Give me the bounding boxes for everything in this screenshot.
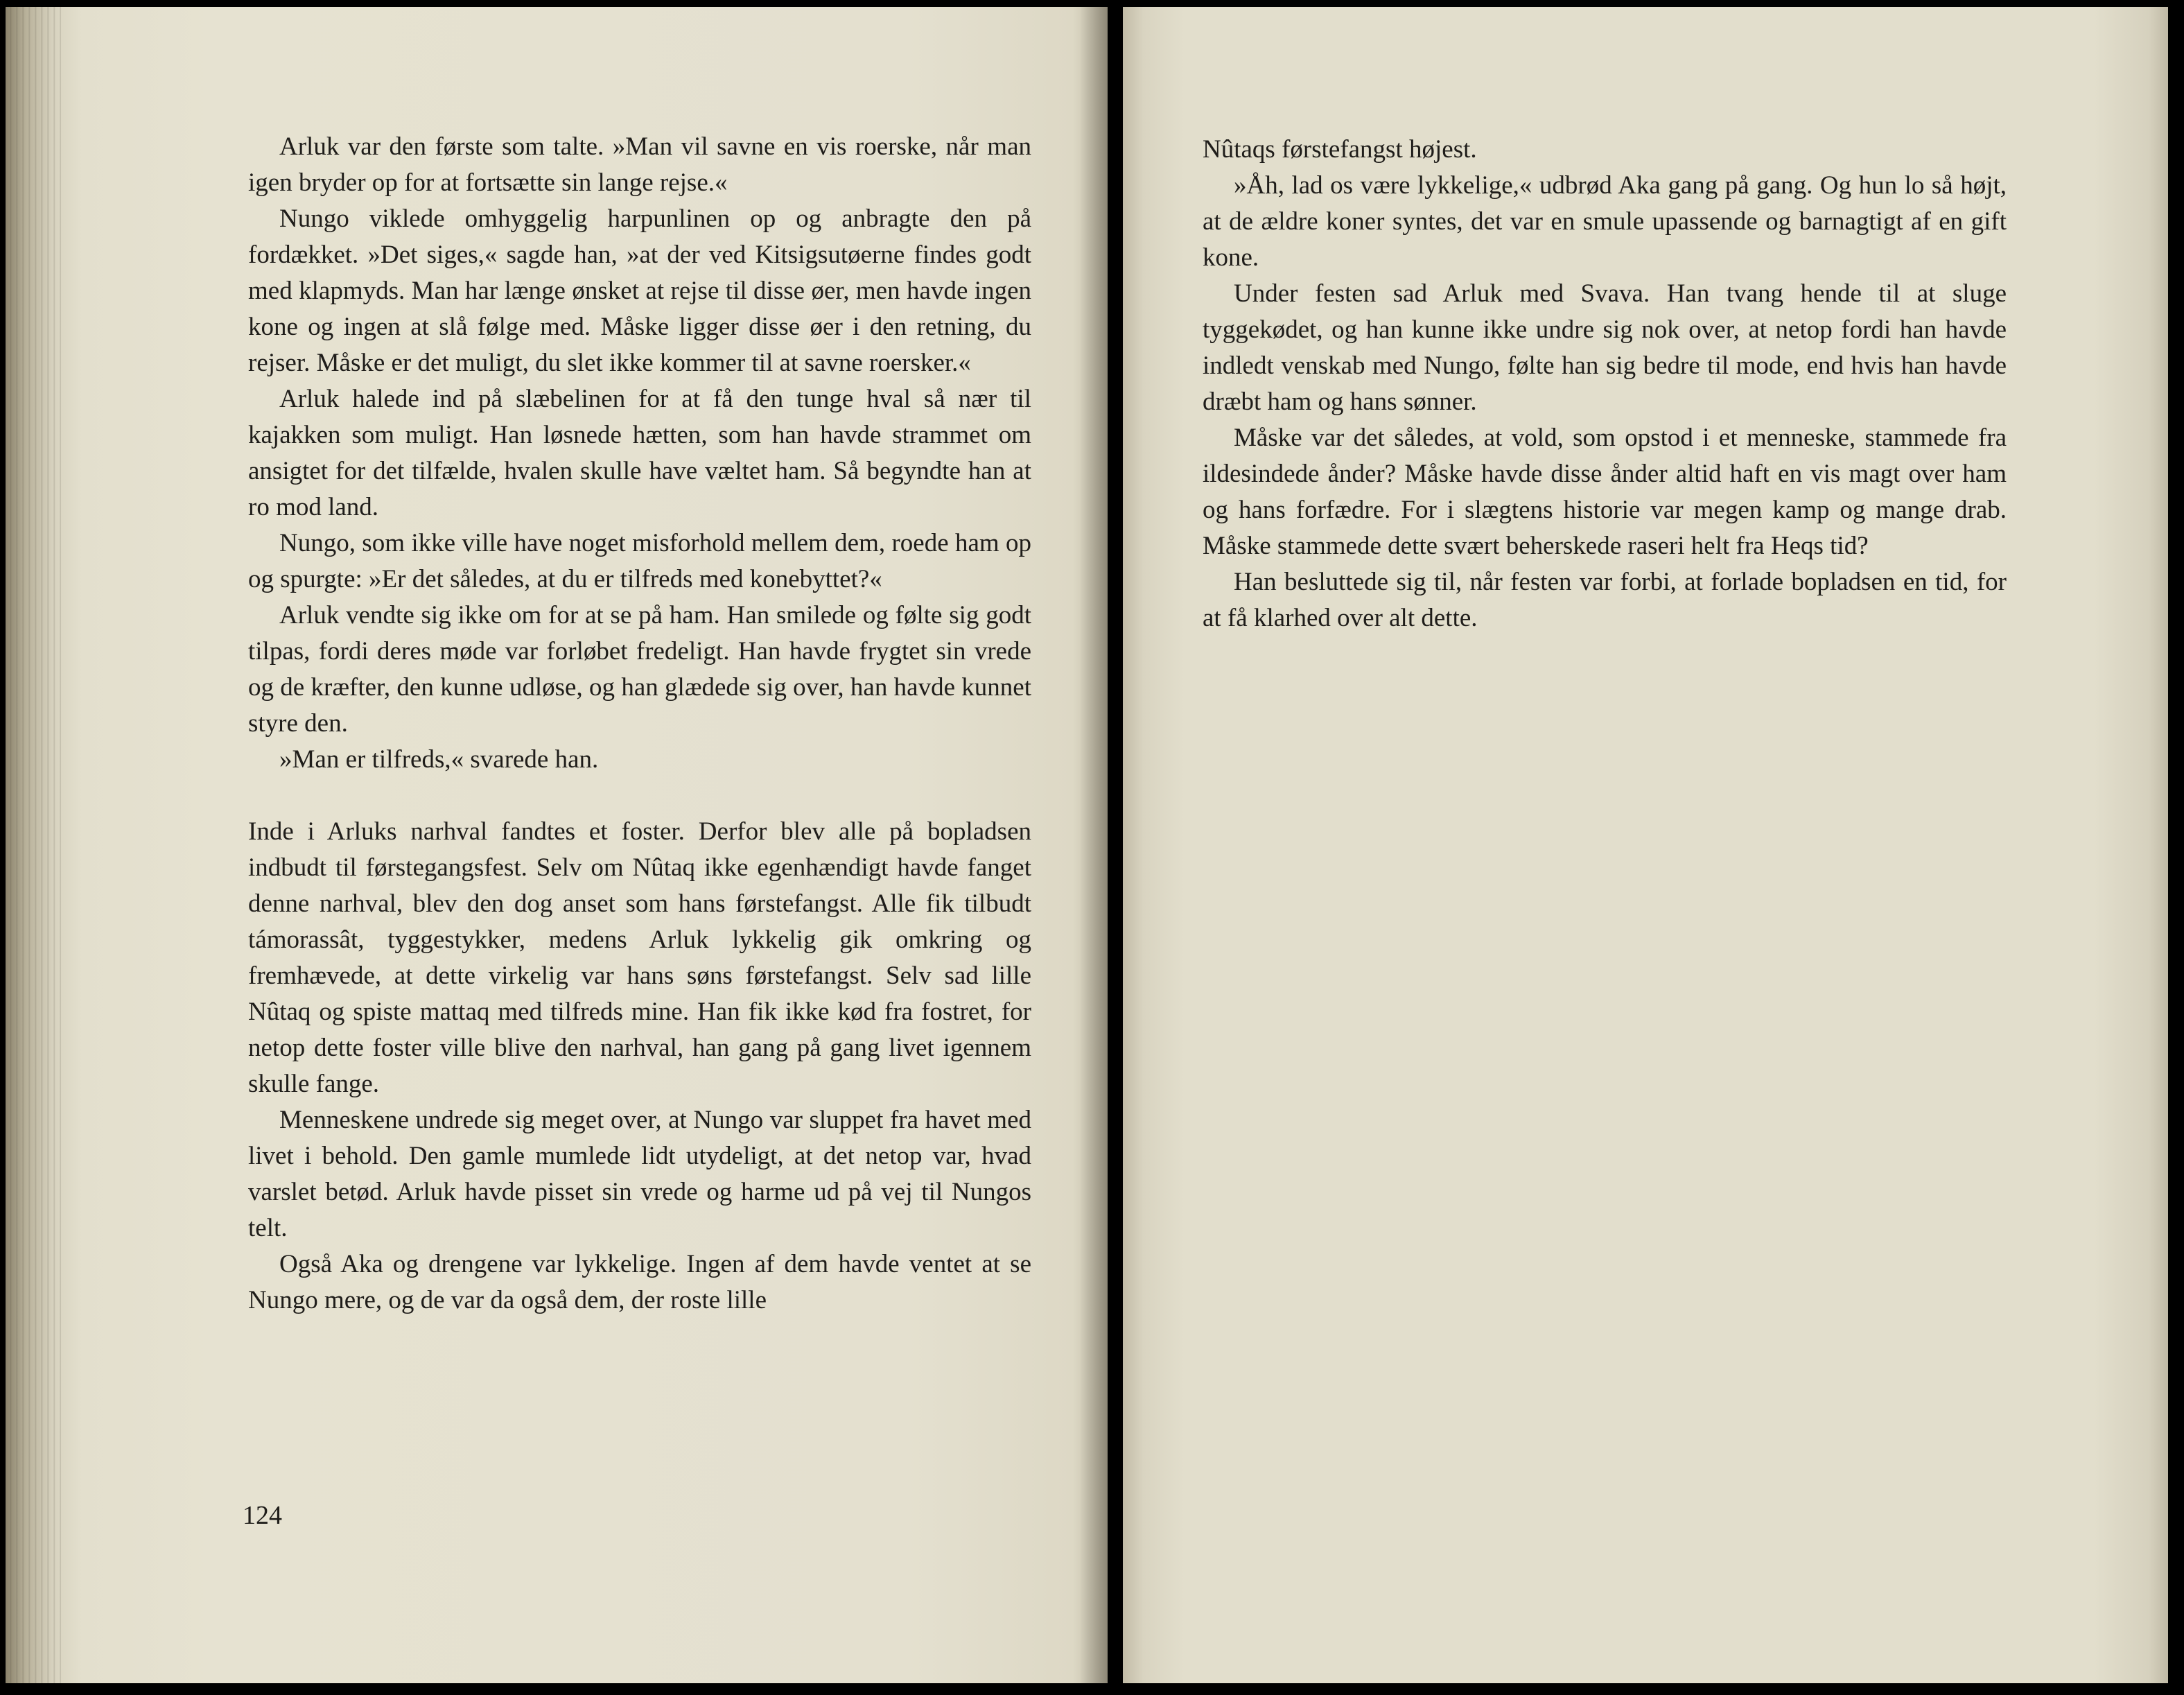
- section-break: [248, 778, 1031, 814]
- paragraph-continuation: Nûtaqs førstefangst højest.: [1203, 135, 1477, 164]
- left-page: [6, 7, 1108, 1683]
- paragraph: Også Aka og drengene var lykkelige. Ingen af dem havde ventet at se Nungo mere, og de var da også dem, der roste lille: [248, 1250, 1031, 1314]
- paragraph: Nungo, som ikke ville have noget misforhold mellem dem, roede ham op og spurgte: »Er det således, at du er tilfreds med konebyttet?«: [248, 529, 1031, 593]
- paragraph: Arluk vendte sig ikke om for at se på ham. Han smilede og følte sig godt tilpas, fordi deres møde var forløbet fredeligt. Han havde frygtet sin vrede og de kræfter, den kunne udløse, og han glædede sig over, han havde kunnet styre den.: [248, 601, 1031, 738]
- paragraph: Under festen sad Arluk med Svava. Han tvang hende til at sluge tyggekødet, og han kunne ikke undre sig nok over, at netop fordi han havde indledt venskab med Nungo, følte han sig bedre til mode, end hvis han havde dræbt ham og hans sønner.: [1203, 279, 2007, 416]
- paragraph: Arluk var den første som talte. »Man vil savne en vis roerske, når man igen bryder op for at fortsætte sin lange rejse.«: [248, 132, 1031, 197]
- page-edge-texture: [6, 7, 61, 1683]
- page-number: 124: [243, 1501, 282, 1530]
- paragraph: »Åh, lad os være lykkelige,« udbrød Aka gang på gang. Og hun lo så højt, at de ældre koner syntes, det var en smule upassende og barnagtigt af en gift kone.: [1203, 171, 2007, 272]
- left-page-text: [248, 129, 1031, 1319]
- paragraph: Måske var det således, at vold, som opstod i et menneske, stammede fra ildesindede ånder? Måske havde disse ånder altid haft en vis magt over ham og hans forfædre. For i slægtens historie var megen kamp og mange drab. Måske stammede dette svært beherskede raseri helt fra Heqs tid?: [1203, 424, 2007, 560]
- paragraph: Menneskene undrede sig meget over, at Nungo var sluppet fra havet med livet i behold. Den gamle mumlede lidt utydeligt, at det netop var, hvad varslet betød. Arluk havde pisset sin vrede og harme ud på vej til Nungos telt.: [248, 1106, 1031, 1242]
- paragraph: Nungo viklede omhyggelig harpunlinen op og anbragte den på fordækket. »Det siges,« sagde han, »at der ved Kitsigsutøerne findes godt med klapmyds. Man har længe ønsket at rejse til disse øer, men havde ingen kone og ingen at slå følge med. Måske ligger disse øer i den retning, du rejser. Måske er det muligt, du slet ikke kommer til at savne roersker.«: [248, 205, 1031, 377]
- right-page-text: [1203, 132, 2007, 636]
- gutter-shadow: [1080, 7, 1108, 1683]
- right-page: [1123, 7, 2168, 1683]
- paragraph: Han besluttede sig til, når festen var forbi, at forlade bopladsen en tid, for at få klarhed over alt dette.: [1203, 568, 2007, 632]
- paragraph: Inde i Arluks narhval fandtes et foster. Derfor blev alle på bopladsen indbudt til førstegangsfest. Selv om Nûtaq ikke egenhændigt havde fanget denne narhval, blev den dog anset som hans førstefangst. Alle fik tilbudt támorassât, tyggestykker, medens Arluk lykkelig gik omkring og fremhævede, at dette virkelig var hans søns førstefangst. Selv sad lille Nûtaq og spiste mattaq med tilfreds mine. Han fik ikke kød fra fostret, for netop dette foster ville blive den narhval, han gang på gang livet igennem skulle fange.: [248, 817, 1031, 1098]
- paragraph: »Man er tilfreds,« svarede han.: [279, 745, 599, 774]
- paragraph: Arluk halede ind på slæbelinen for at få den tunge hval så nær til kajakken som muligt. Han løsnede hætten, som han havde strammet om ansigtet for det tilfælde, hvalen skulle have væltet ham. Så begyndte han at ro mod land.: [248, 385, 1031, 521]
